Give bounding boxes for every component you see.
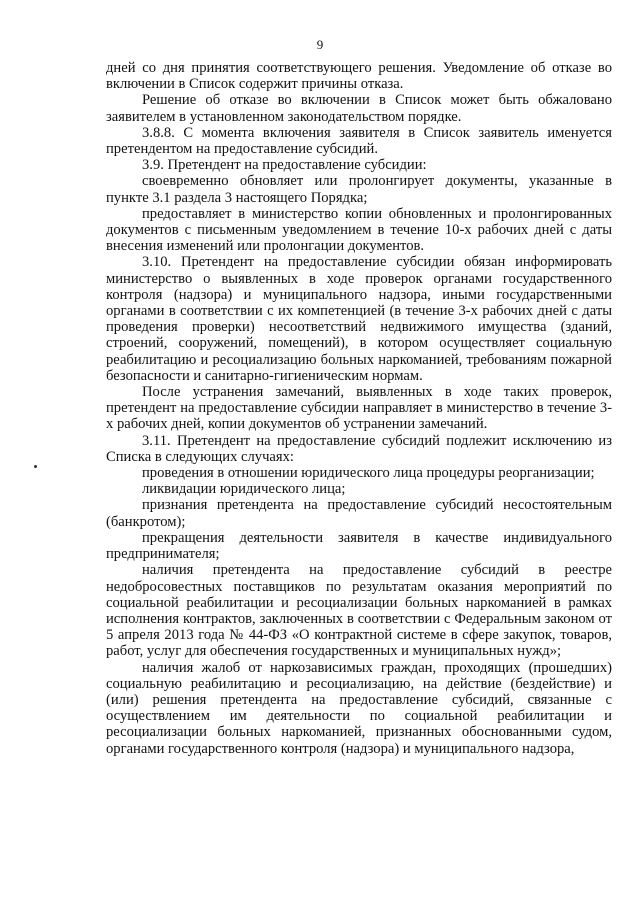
paragraph-continuation: дней со дня принятия соответствующего решения. Уведомление об отказе во включении в Список содержит причины отказа. bbox=[106, 60, 612, 93]
paragraph-3-8-8: 3.8.8. С момента включения заявителя в Список заявитель именуется претендентом на предоставление субсидий. bbox=[106, 124, 612, 158]
paragraph-3-11-item-4: прекращения деятельности заявителя в качестве индивидуального предпринимателя; bbox=[106, 529, 612, 563]
paragraph-3-11-item-2: ликвидации юридического лица; bbox=[142, 481, 346, 498]
paragraph-3-9: 3.9. Претендент на предоставление субсидии: bbox=[142, 157, 427, 174]
paragraph-3-10-followup: После устранения замечаний, выявленных в ходе таких проверок, претендент на предоставление субсидии направляет в министерство в течение 3-х рабочих дней, копии документов об устранении замечаний. bbox=[106, 384, 612, 433]
paragraph-3-11-item-3: признания претендента на предоставление субсидий несостоятельным (банкротом); bbox=[106, 497, 612, 530]
paragraph-appeal: Решение об отказе во включении в Список может быть обжаловано заявителем в установленном законодательством порядке. bbox=[106, 92, 612, 125]
margin-dot bbox=[34, 465, 37, 468]
paragraph-3-9-item-1: своевременно обновляет или пролонгирует документы, указанные в пункте 3.1 раздела 3 настоящего Порядка; bbox=[106, 173, 612, 206]
paragraph-3-11: 3.11. Претендент на предоставление субсидий подлежит исключению из Списка в следующих случаях: bbox=[106, 432, 612, 465]
paragraph-3-11-item-6: наличия жалоб от наркозависимых граждан, проходящих (прошедших) социальную реабилитацию и ресоциализацию, на действие (бездействие) и (или) решения претендента на предоставление субсидий, связанные с осуществлением им деятельности по социальной реабилитации и ресоциализации больных наркоманией, признанных обоснованными судом, органами государственного контроля (надзора) и муниципального надзора, bbox=[106, 659, 612, 757]
paragraph-3-9-item-2: предоставляет в министерство копии обновленных и пролонгированных документов с письменным уведомлением в течение 10-х рабочих дней с даты внесения изменений или пролонгации документов. bbox=[106, 205, 612, 255]
paragraph-3-11-item-1: проведения в отношении юридического лица процедуры реорганизации; bbox=[142, 465, 595, 482]
page-number: 9 bbox=[316, 37, 324, 52]
paragraph-3-11-item-5: наличия претендента на предоставление субсидий в реестре недобросовестных поставщиков по результатам оказания мероприятий по социальной реабилитации и ресоциализации больных наркоманией в рамках исполнения контрактов, заключенных в соответствии с Федеральным законом от 5 апреля 2013 года № 44-ФЗ «О контрактной системе в сфере закупок, товаров, работ, услуг для обеспечения государственных и муниципальных нужд»; bbox=[106, 562, 612, 660]
document-body bbox=[106, 60, 612, 757]
paragraph-3-10: 3.10. Претендент на предоставление субсидии обязан информировать министерство о выявленных в ходе проверок органами государственного контроля (надзора) и муниципального надзора, иными государственными органами в соответствии с их компетенцией (в течение 3-х рабочих дней с даты проведения проверки) несоответствий недвижимого имущества (зданий, строений, сооружений, помещений), в котором осуществляет социальную реабилитацию и ресоциализацию больных наркоманией, требованиям пожарной безопасности и санитарно-гигиеническим нормам. bbox=[106, 254, 612, 384]
